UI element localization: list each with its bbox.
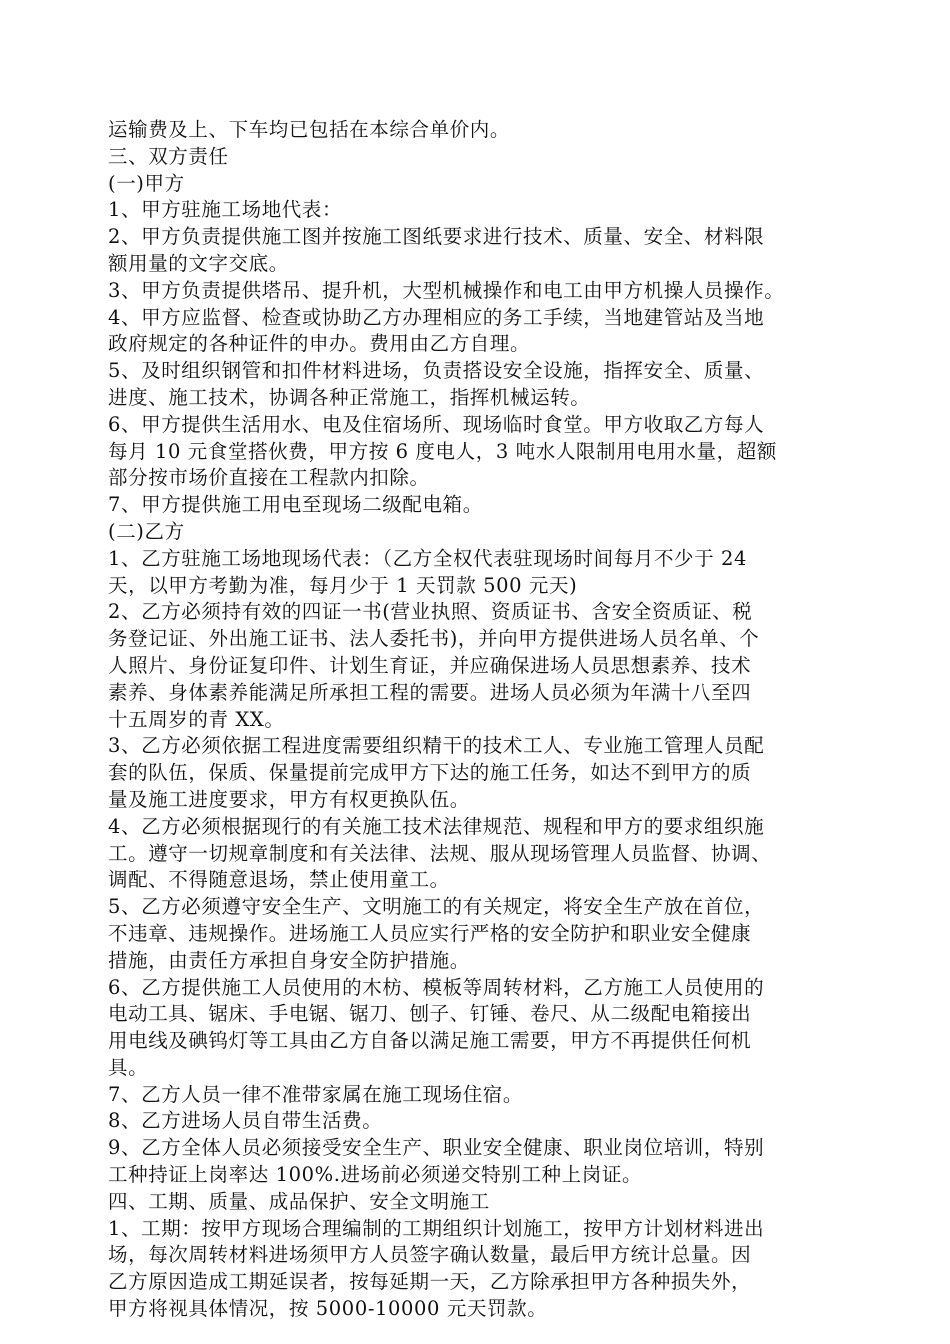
text-line: 进度、施工技术，协调各种正常施工，指挥机械运转。: [108, 385, 591, 409]
section-heading: 四、工期、质量、成品保护、安全文明施工: [108, 1189, 490, 1213]
text-line: 4、乙方必须根据现行的有关施工技术法律规范、规程和甲方的要求组织施: [108, 814, 765, 838]
subsection-heading: (二)乙方: [108, 519, 185, 543]
text-line: 7、乙方人员一律不准带家属在施工现场住宿。: [108, 1082, 524, 1106]
text-line: 6、乙方提供施工人员使用的木枋、模板等周转材料，乙方施工人员使用的: [108, 975, 765, 999]
text-line: 3、甲方负责提供塔吊、提升机，大型机械操作和电工由甲方机操人员操作。: [108, 278, 785, 302]
text-line: 2、甲方负责提供施工图并按施工图纸要求进行技术、质量、安全、材料限: [108, 225, 765, 249]
text-line: 不违章、违规操作。进场施工人员应实行严格的安全防护和职业安全健康: [108, 921, 752, 945]
text-line: 1、甲方驻施工场地代表：: [108, 198, 343, 222]
text-line: 3、乙方必须依据工程进度需要组织精干的技术工人、专业施工管理人员配: [108, 734, 765, 758]
text-line: 4、甲方应监督、检查或协助乙方办理相应的务工手续，当地建管站及当地: [108, 305, 765, 329]
text-line: 务登记证、外出施工证书、法人委托书)，并向甲方提供进场人员名单、个: [108, 627, 760, 651]
text-line: 用电线及碘钨灯等工具由乙方自备以满足施工需要，甲方不再提供任何机: [108, 1029, 752, 1053]
text-line: 1、工期：按甲方现场合理编制的工期组织计划施工，按甲方计划材料进出: [108, 1216, 765, 1240]
text-line: 每月 10 元食堂搭伙费，甲方按 6 度电人，3 吨水人限制用电用水量，超额: [108, 439, 777, 463]
document-body: [108, 117, 863, 1323]
text-line: 5、乙方必须遵守安全生产、文明施工的有关规定，将安全生产放在首位，: [108, 895, 765, 919]
text-line: 套的队伍，保质、保量提前完成甲方下达的施工任务，如达不到甲方的质: [108, 761, 752, 785]
text-line: 2、乙方必须持有效的四证一书(营业执照、资质证书、含安全资质证、税: [108, 600, 753, 624]
text-line: 甲方将视具体情况，按 5000-10000 元天罚款。: [108, 1297, 548, 1321]
text-line: 1、乙方驻施工场地现场代表：（乙方全权代表驻现场时间每月不少于 24: [108, 546, 748, 570]
text-line: 十五周岁的青 XX。: [108, 707, 285, 731]
text-line: 额用量的文字交底。: [108, 251, 289, 275]
text-line: 场，每次周转材料进场须甲方人员签字确认数量，最后甲方统计总量。因: [108, 1243, 752, 1267]
text-line: 措施，由责任方承担自身安全防护措施。: [108, 948, 470, 972]
text-line: 7、甲方提供施工用电至现场二级配电箱。: [108, 493, 483, 517]
text-line: 工种持证上岗率达 100%.进场前必须递交特别工种上岗证。: [108, 1163, 643, 1187]
text-line: 政府规定的各种证件的申办。费用由乙方自理。: [108, 332, 531, 356]
text-line: 素养、身体素养能满足所承担工程的需要。进场人员必须为年满十八至四: [108, 680, 752, 704]
text-line: 工。遵守一切规章制度和有关法律、法规、服从现场管理人员监督、协调、: [108, 841, 772, 865]
text-line: 9、乙方全体人员必须接受安全生产、职业安全健康、职业岗位培训，特别: [108, 1136, 765, 1160]
text-line: 具。: [108, 1055, 149, 1079]
text-line: 运输费及上、下车均已包括在本综合单价内。: [108, 118, 511, 141]
subsection-heading: (一)甲方: [108, 171, 185, 195]
text-line: 量及施工进度要求，甲方有权更换队伍。: [108, 787, 470, 811]
text-line: 电动工具、锯床、手电锯、锯刀、刨子、钉锤、卷尺、从二级配电箱接出: [108, 1002, 752, 1026]
text-line: 部分按市场价直接在工程款内扣除。: [108, 466, 430, 490]
text-line: 调配、不得随意退场，禁止使用童工。: [108, 868, 450, 892]
section-heading: 三、双方责任: [108, 144, 229, 168]
text-line: 乙方原因造成工期延误者，按每延期一天，乙方除承担甲方各种损失外，: [108, 1270, 752, 1294]
text-line: 人照片、身份证复印件、计划生育证，并应确保进场人员思想素养、技术: [108, 653, 752, 677]
text-line: 5、及时组织钢管和扣件材料进场，负责搭设安全设施，指挥安全、质量、: [108, 359, 765, 383]
text-line: 天，以甲方考勤为准，每月少于 1 天罚款 500 元天): [108, 573, 578, 597]
text-line: 8、乙方进场人员自带生活费。: [108, 1109, 383, 1133]
text-line: 6、甲方提供生活用水、电及住宿场所、现场临时食堂。甲方收取乙方每人: [108, 412, 765, 436]
